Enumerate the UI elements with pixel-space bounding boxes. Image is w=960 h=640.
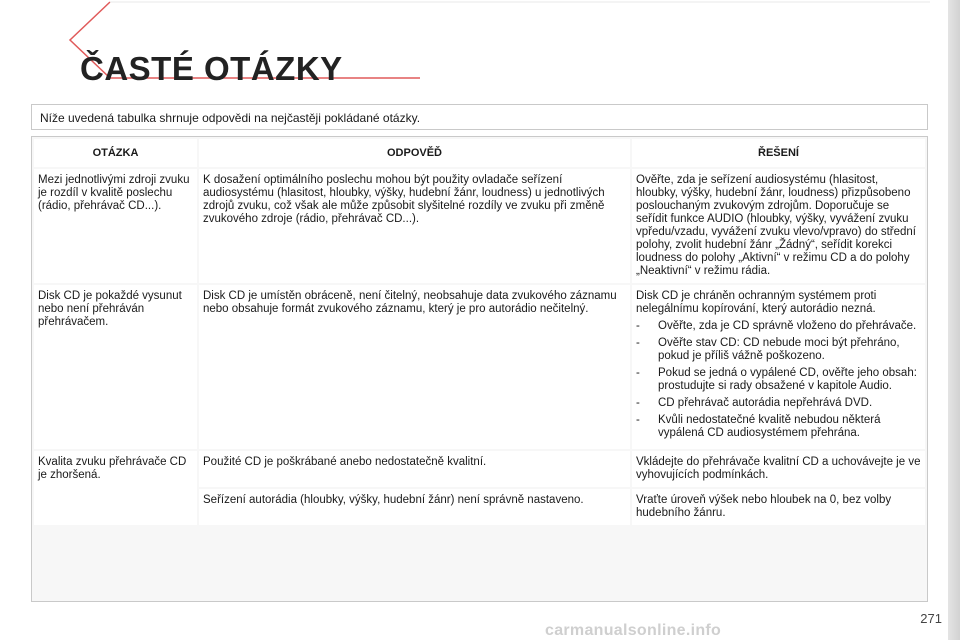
- answer-cell: K dosažení optimálního poslechu mohou být použity ovladače seřízení audiosystému (hlasitost, hloubky, výšky, hudební žánr, loudness) u jednotlivých zdrojů zvuku, což však ale může způsobit slyšitelné rozdíly ve zvuku při změně zvukového zdroje (rádio, přehrávač CD...).: [199, 169, 630, 283]
- page-title: ČASTÉ OTÁZKY: [80, 50, 343, 87]
- list-item: - CD přehrávač autorádia nepřehrává DVD.: [636, 397, 873, 409]
- list-item: - Pokud se jedná o vypálené CD, ověřte jeho obsah: prostudujte si rady obsažené v kapitole Audio.: [636, 367, 917, 392]
- answer-cell: Seřízení autorádia (hloubky, výšky, hudební žánr) není správně nastaveno.: [199, 489, 630, 525]
- solution-cell: [632, 285, 925, 449]
- table-row: [34, 169, 925, 283]
- header-solution: ŘEŠENÍ: [632, 139, 925, 167]
- solution-list: [636, 320, 921, 440]
- header-question: OTÁZKA: [34, 139, 197, 167]
- page-number: 271: [920, 611, 942, 626]
- list-item: - Ověřte, zda je CD správně vloženo do přehrávače.: [636, 320, 917, 332]
- answer-cell: Použité CD je poškrábané anebo nedostatečně kvalitní.: [199, 451, 630, 487]
- solution-cell: Vkládejte do přehrávače kvalitní CD a uchovávejte je ve vyhovujících podmínkách.: [632, 451, 925, 487]
- header-answer: ODPOVĚĎ: [199, 139, 630, 167]
- solution-intro: Disk CD je chráněn ochranným systémem proti nelegálnímu kopírování, který autorádio nezná.: [636, 290, 877, 315]
- table-row: [34, 451, 925, 487]
- list-item: - Kvůli nedostatečné kvalitě nebudou některá vypálená CD audiosystémem přehrána.: [636, 414, 881, 439]
- list-item: - Ověřte stav CD: CD nebude moci být přehráno, pokud je příliš vážně poškozeno.: [636, 337, 900, 362]
- solution-cell: Ověřte, zda je seřízení audiosystému (hlasitost, hloubky, výšky, hudební žánr, loudness) přizpůsobeno poslouchaným zvukovým zdrojům. Doporučuje se seřídit funkce AUDIO (hloubky, výšky, vyvážení zvuku vpředu/vzadu, vyvážení zvuku vlevo/vpravo) do střední polohy, zvolit hudební žánr „Žádný“, seřídit korekci loudness do polohy „Aktivní“ v režimu CD a do polohy „Neaktivní“ v režimu rádia.: [632, 169, 925, 283]
- solution-cell: Vraťte úroveň výšek nebo hloubek na 0, bez volby hudebního žánru.: [632, 489, 925, 525]
- question-cell: Mezi jednotlivými zdroji zvuku je rozdíl v kvalitě poslechu (rádio, přehrávač CD...).: [34, 169, 197, 283]
- intro-text: Níže uvedená tabulka shrnuje odpovědi na nejčastěji pokládané otázky.: [40, 111, 421, 125]
- intro-box: [31, 104, 928, 130]
- faq-table: [32, 137, 927, 527]
- question-cell: Disk CD je pokaždé vysunut nebo není přehráván přehrávačem.: [34, 285, 197, 449]
- table-header-row: [34, 139, 925, 167]
- watermark: carmanualsonline.info: [545, 622, 722, 639]
- faq-table-container: [31, 136, 928, 602]
- answer-cell: Disk CD je umístěn obráceně, není čitelný, neobsahuje data zvukového záznamu nebo obsahuje formát zvukového záznamu, který je pro autorádio nečitelný.: [199, 285, 630, 449]
- question-cell: Kvalita zvuku přehrávače CD je zhoršená.: [34, 451, 197, 525]
- table-row: [34, 285, 925, 449]
- page-edge-strip: [948, 0, 960, 640]
